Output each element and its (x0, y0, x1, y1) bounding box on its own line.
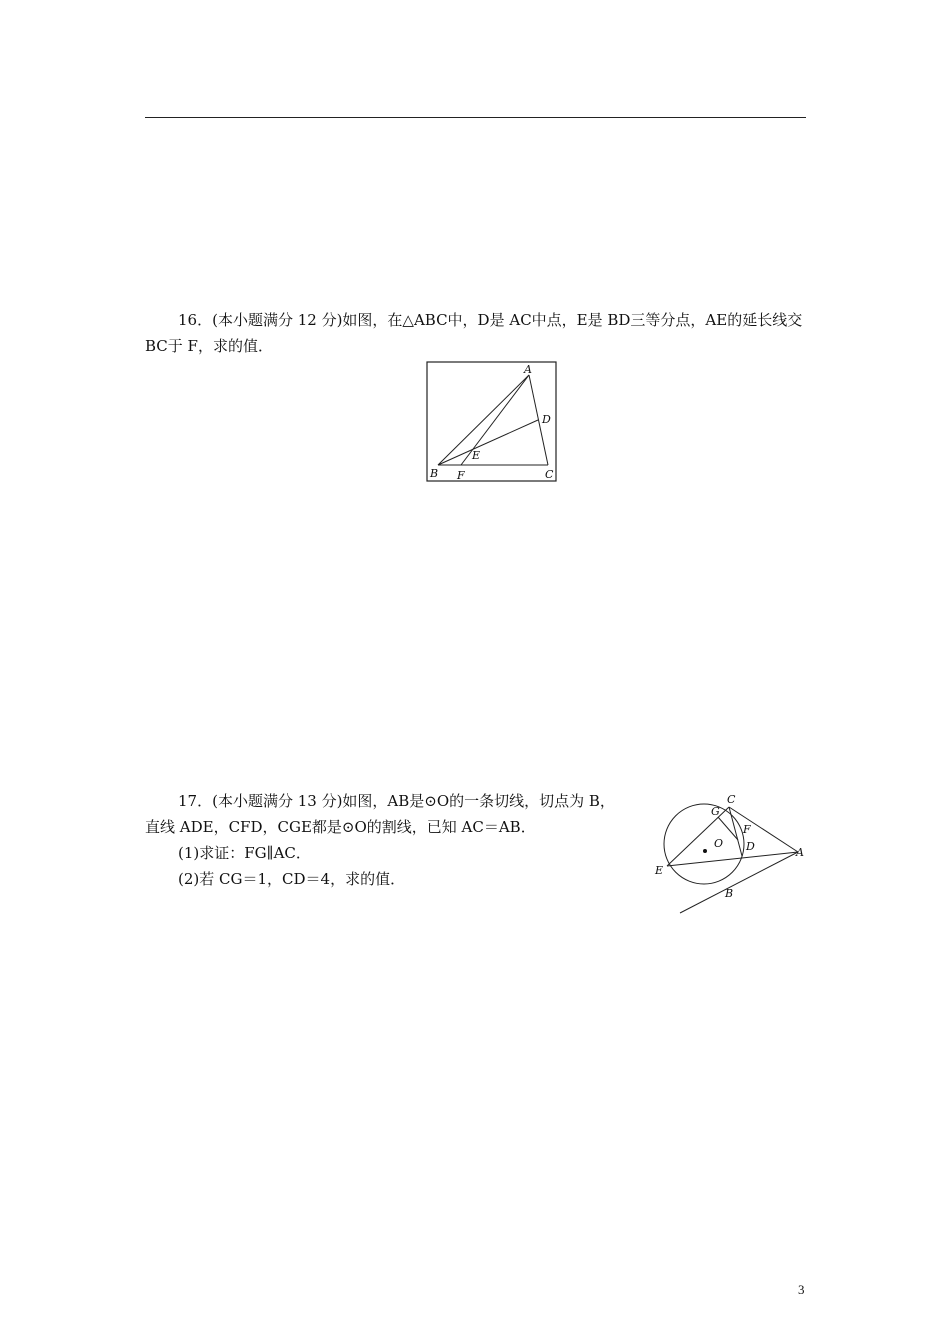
problem-17-part-1: (1)求证：FG∥AC． (178, 844, 311, 862)
page-number: 3 (798, 1282, 805, 1297)
label-e: E (655, 864, 664, 877)
label-f: F (743, 823, 751, 836)
label-g: G (711, 805, 720, 818)
label-b: B (430, 467, 439, 480)
label-a: A (796, 846, 804, 859)
label-d: D (542, 413, 551, 426)
header-rule (145, 117, 806, 118)
label-d: D (746, 840, 755, 853)
circle-tangent-figure (648, 788, 813, 916)
label-o: O (714, 837, 724, 850)
segment-ab (438, 375, 529, 465)
label-c: C (727, 793, 736, 806)
label-c: C (545, 468, 554, 481)
problem-17-line-1: 17．(本小题满分 13 分)如图，AB是⊙O的一条切线，切点为 B， (178, 792, 615, 810)
problem-17-line-2: 直线 ADE，CFD，CGE都是⊙O的割线，已知 AC＝AB． (145, 818, 536, 836)
problem-17-part-2: (2)若 CG＝1，CD＝4，求的值． (178, 870, 406, 888)
center-o-dot (703, 849, 707, 853)
segment-bd (438, 420, 538, 465)
problem-16-line-1: 16．(本小题满分 12 分)如图，在△ABC中，D是 AC中点，E是 BD三等分点，AE的延长线交 (178, 311, 803, 329)
tangent-ab-line (680, 852, 798, 913)
label-b: B (725, 887, 734, 900)
circle-o (664, 804, 744, 884)
triangle-figure (426, 361, 558, 483)
label-e: E (472, 449, 481, 462)
problem-16-line-2: BC于 F，求的值． (145, 337, 273, 355)
label-a: A (524, 363, 532, 376)
secant-ade (667, 852, 798, 866)
label-f: F (457, 469, 465, 482)
